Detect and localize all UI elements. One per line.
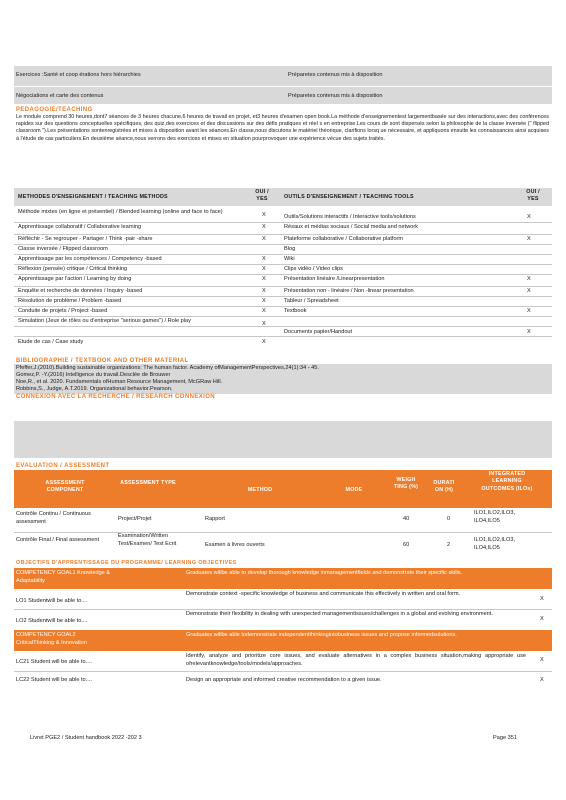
method-row-divider: [14, 286, 552, 287]
eval-row1-type: Project/Projet: [118, 516, 152, 522]
lc1-right: Identify, analyze and prioritize core issues, and evaluate alternatives in a complex business situation,making appropriate use ofrelevantknowledge/tools/models/approaches.: [186, 653, 526, 667]
eval-row2-duration: 2: [447, 542, 451, 548]
tool-row-mark: X: [527, 236, 531, 242]
method-row-mark: X: [262, 236, 266, 242]
method-row-mark: X: [262, 212, 266, 218]
method-row-label: Résolution de problème / Problem -based: [18, 298, 122, 304]
objectives-title: OBJECTIFS D'APPRENTISSAGE DU PROGRAMME/ LEARNING OBJECTIVES: [16, 560, 237, 566]
bibliography-line-4: Robbins,S., Judge, A.T.2019. Organizational behavior.Pearson.: [16, 386, 173, 392]
method-row-divider: [14, 264, 552, 265]
bibliography-line-3: Noe,R., et al. 2020. Fundamentals ofHuman Resource Management, McGRaw Hill.: [16, 379, 223, 385]
method-row-divider: [14, 234, 552, 235]
method-row-divider: [14, 326, 552, 327]
method-row-mark: X: [262, 339, 266, 345]
tool-row-label: Outils/Solutions interactifs / Interactive tools/solutions: [284, 214, 416, 220]
method-row-label: Réfléchir - Se regrouper - Partager / Think -pair -share: [18, 236, 153, 242]
footer-page: Page 351: [493, 735, 517, 741]
evaluation-title: EVALUATION / ASSESSMENT: [16, 463, 110, 469]
lo1-right: Demonstrate context -specific knowledge of business and communicate this effectively in written and oral form.: [186, 591, 461, 597]
lo-divider-2: [14, 671, 552, 672]
method-row-label: Enquête et recherche de données / Inquiry -based: [18, 288, 143, 294]
pedagogy-text: Le module comprend 30 heures,dont7 séances de 3 heures chacune,6 heures de travail en projet, et3 heures d'examen open book.La méthode d'enseignementest largementbasée sur des interactions,avec des conférences rapides sur des questions conceptuelles spécifiques, des quiz,des exercices et des discussions sur des défis pratiques et réel s en entreprise.Les cours de sont dispersés selon la philosophie de la classe inversée (" flipped classroom ").Les présentations sontenregistrées et mises à disposition avant les séances.En classe,nous discutons le matériel théorique, clarifions lorsq ue nécessaire, et appliquons ensuite les connaissances ainsi acquises à l'étude de cas particuliers.En deuxième séance,nous verrons des exercices et mises en situation pourprovoquer une expérience vécue des sujets traités.: [16, 114, 549, 142]
tool-row-mark: X: [527, 329, 531, 335]
bibliography-line-1: Pfeffer,J.(2010).Building sustainable organizations: The human factor. Academy ofManagementPerspectives,24(1):34 - 45.: [16, 365, 319, 371]
method-row-divider: [14, 254, 552, 255]
tool-row-label: Wiki: [284, 256, 295, 262]
method-row-label: Conduite de projets / Project -based: [18, 308, 108, 314]
eval-row1-component: Contrôle Continu / Continuous assessment: [16, 511, 91, 525]
lo1-left: LO1 Studentwill be able to....: [16, 598, 88, 604]
lc1-mark: X: [540, 657, 544, 663]
method-row-label: Simulation (Jeux de rôles ou d'entreprise "serious games") / Role play: [18, 318, 191, 324]
method-row-divider: [14, 306, 552, 307]
lo2-left: LO2 Studentwill be able to....: [16, 618, 88, 624]
method-row-label: Apprentissage collaboratif / Collaborative learning: [18, 224, 142, 230]
eval-row-divider: [14, 532, 552, 533]
method-row-divider: [14, 274, 552, 275]
method-row-label: Réflexion (pensée) critique / Critical thinking: [18, 266, 128, 272]
tool-row-label: Tableur / Spreadsheet: [284, 298, 339, 304]
method-row-label: Classe inversée / Flipped classroom: [18, 246, 108, 252]
method-row-mark: X: [262, 256, 266, 262]
lo2-right: Demonstrate their flexibility in dealing with unexpected managementissues/challenges in a global and evolving environment.: [186, 611, 493, 617]
eval-row1-outcomes: ILO1,ILO2,ILO3, ILO4,ILO5: [474, 510, 516, 524]
connexion-bg: [14, 421, 552, 458]
top-row2-left: Négociations et carte des contenus: [16, 93, 104, 99]
methods-header-right: OUTILS D'ENSEIGNEMENT / TEACHING TOOLS: [284, 194, 414, 200]
method-row-label: Apprentissage par l'action / Learning by doing: [18, 276, 132, 282]
goal2-right: Graduates willbe able todemonstrate independentthinkingintobusiness issues and propose informedsolutions.: [186, 632, 457, 638]
tool-row-mark: X: [527, 214, 531, 220]
method-row-divider: [14, 316, 552, 317]
eval-row2-weighting: 60: [403, 542, 410, 548]
tool-row-mark: X: [527, 288, 531, 294]
tool-row-mark: X: [527, 308, 531, 314]
eval-row2-type: Examination/Written Test/Examen/ Test Ecrit: [118, 533, 177, 547]
tool-row-label: Blog: [284, 246, 296, 252]
tool-row-label: Clips vidéo / Video clips: [284, 266, 343, 272]
eval-row1-method: Rapport: [205, 516, 225, 522]
methods-header-oui-right: OUI / YES: [526, 189, 540, 203]
method-row-mark: X: [262, 276, 266, 282]
eval-row2-component: Contrôle Final / Final assessment: [16, 537, 100, 543]
method-row-mark: X: [262, 266, 266, 272]
eval-header-mode: MODE: [345, 487, 363, 493]
lc1-left: LC21 Student will be able to....: [16, 659, 92, 665]
tool-row-label: Présentation non - linéaire / Non -linear presentation: [284, 288, 414, 294]
eval-row1-weighting: 40: [403, 516, 410, 522]
tool-row-label: Plateforme collaborative / Collaborative platform: [284, 236, 404, 242]
goal1-right: Graduates willbe able to develop thorough knowledge inmanagementfields and demonstrate their specific skills.: [186, 570, 463, 576]
bibliography-line-2: Gomez,P. -Y.(2016) Intelligence du travail.Desclée de Brouwer: [16, 372, 171, 378]
tool-row-label: Documents papier/Handout: [284, 329, 353, 335]
lc2-right: Design an appropriate and informed creative recommendation to a given issue.: [186, 677, 382, 683]
method-row-divider: [14, 222, 552, 223]
method-row-mark: X: [262, 321, 266, 327]
methods-header-oui-left: OUI / YES: [255, 189, 269, 203]
bibliography-title: BIBLIOGRAPHIE / TEXTBOOK AND OTHER MATERIAL: [16, 358, 189, 364]
pedagogy-title: PEDAGOGIE/TEACHING: [16, 107, 93, 113]
eval-row1-duration: 0: [447, 516, 451, 522]
top-row1-left: Exercices :Santé et coop érations hors hiérarchies: [16, 72, 141, 78]
lo1-mark: X: [540, 596, 544, 602]
tool-row-label: Textbook: [284, 308, 307, 314]
methods-header-left: METHODES D'ENSEIGNEMENT / TEACHING METHODS: [18, 194, 168, 200]
method-row-divider: [14, 244, 552, 245]
eval-header-weighting: WEIGH TING (%): [393, 477, 419, 491]
goal1-left: COMPETENCY GOAL1 Knowledge & Adaptability: [16, 570, 111, 584]
method-row-mark: X: [262, 298, 266, 304]
footer-left: Livret PGE2 / Student handbook 2022 -202 3: [30, 735, 142, 741]
method-row-mark: X: [262, 288, 266, 294]
eval-header-method: METHOD: [247, 487, 273, 493]
eval-row2-method: Examen à livres ouverts: [205, 542, 265, 548]
lo-divider-1: [14, 609, 552, 610]
method-row-label: Méthode mixtes (en ligne et présentiel) / Blended learning (online and face to face): [18, 209, 223, 215]
method-row-mark: X: [262, 224, 266, 230]
eval-header-outcomes: INTEGRATED LEARNING OUTCOMES (ILOs): [481, 471, 533, 492]
connexion-title: CONNEXION AVEC LA RECHERCHE / RESEARCH CONNEXION: [16, 394, 215, 400]
method-row-label: Etude de cas / Case study: [18, 339, 84, 345]
top-row2-right: Préparetes contenus mis à disposition: [288, 93, 383, 99]
eval-header-type: ASSESSMENT TYPE: [120, 480, 176, 486]
top-row1-right: Préparetes contenus mis à disposition: [288, 72, 383, 78]
lc2-mark: X: [540, 677, 544, 683]
eval-header-component: ASSESSMENT COMPONENT: [45, 480, 85, 494]
method-row-mark: X: [262, 308, 266, 314]
method-row-divider: [14, 296, 552, 297]
method-row-divider: [14, 336, 552, 337]
lc2-left: LC22 Student will be able to....: [16, 677, 92, 683]
eval-header-duration: DURATI ON (H): [433, 480, 455, 494]
goal2-left: COMPETENCY GOAL2 CriticalThinking & Innovation: [16, 632, 87, 646]
top-divider: [14, 86, 552, 87]
tool-row-label: Résaux et médias sociaux / Social media and network: [284, 224, 419, 230]
tool-row-label: Présentation linéaire /Linearpresentation: [284, 276, 385, 282]
lo2-mark: X: [540, 616, 544, 622]
method-row-label: Apprentissage par les compétences / Competency -based: [18, 256, 162, 262]
eval-row2-outcomes: ILO1,ILO2,ILO3, ILO4,ILO5: [474, 537, 516, 551]
tool-row-mark: X: [527, 276, 531, 282]
